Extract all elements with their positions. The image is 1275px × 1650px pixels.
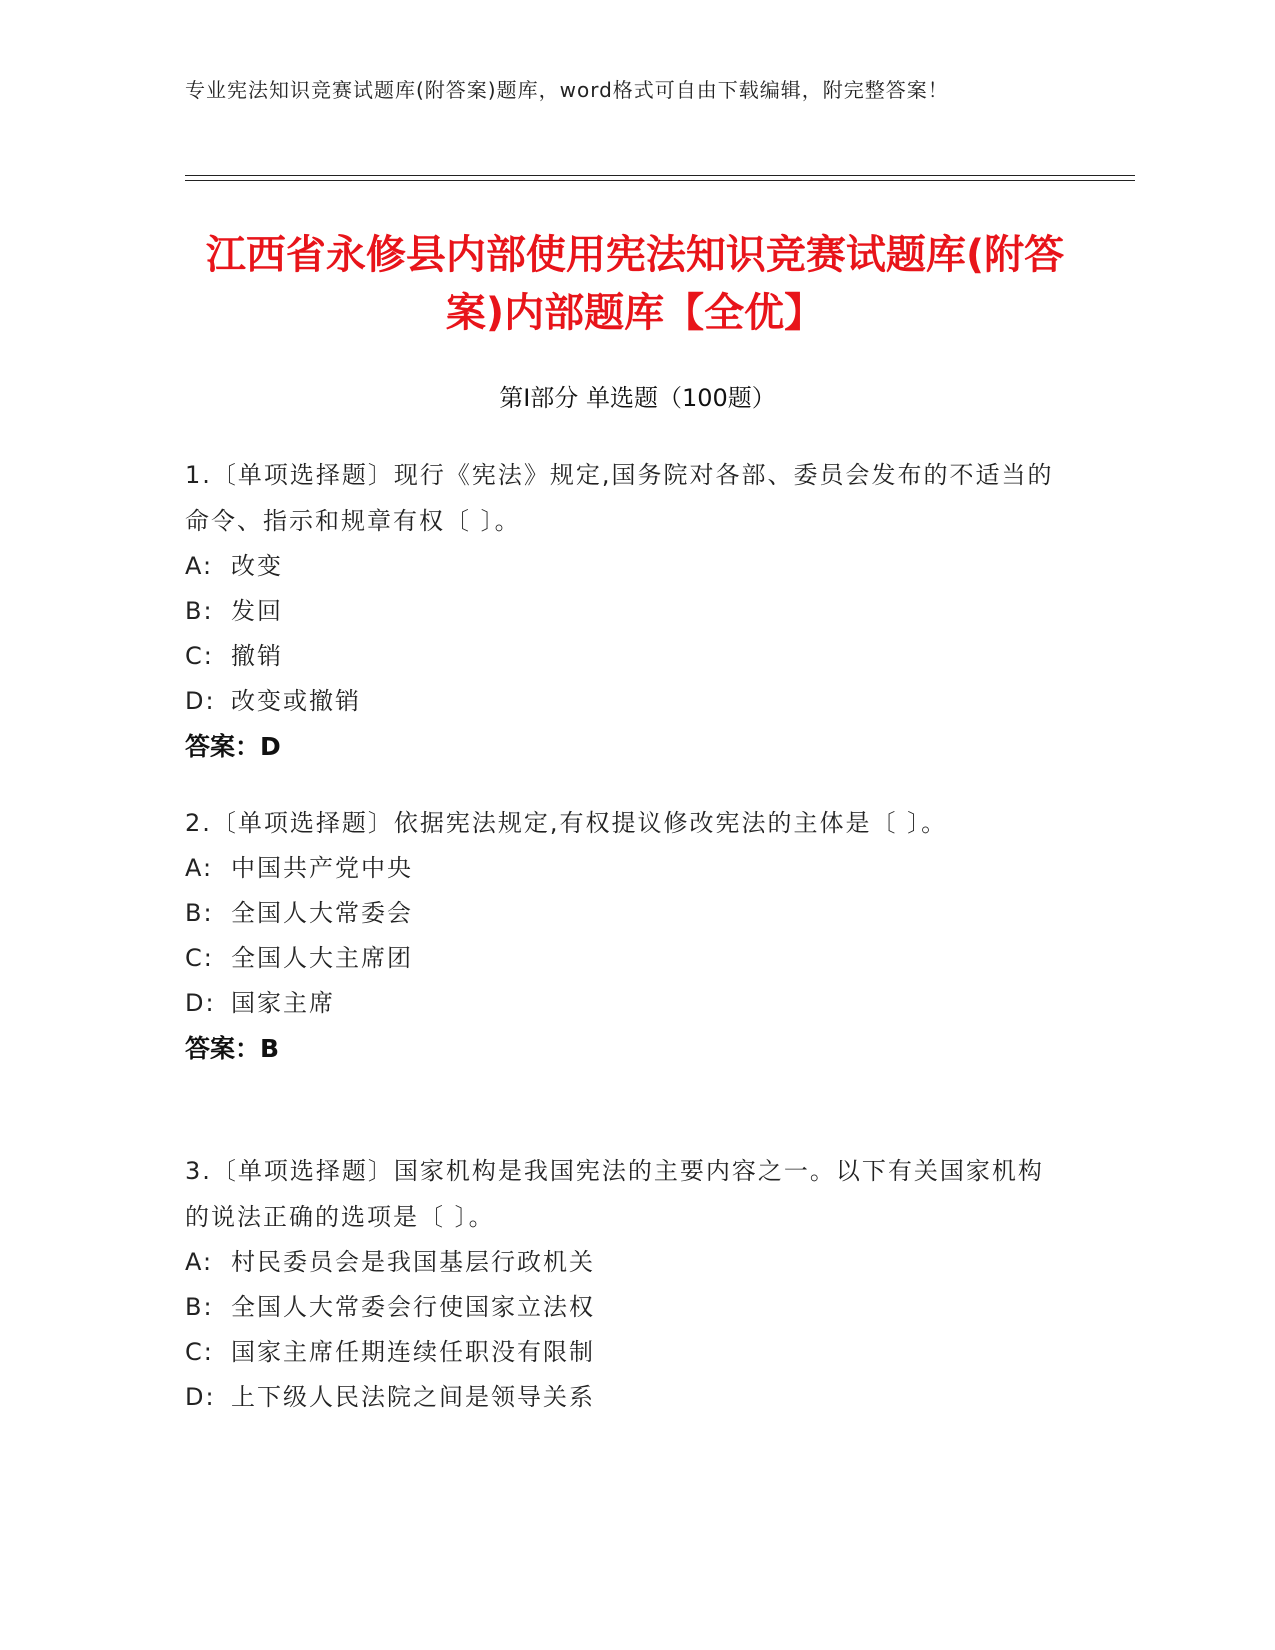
option-a: [185, 544, 1065, 589]
option-letter: A:: [185, 552, 214, 580]
option-text: 全国人大主席团: [231, 944, 413, 972]
option-letter: C:: [185, 944, 214, 972]
option-text: 村民委员会是我国基层行政机关: [231, 1248, 595, 1276]
header-rule-top: [185, 175, 1135, 176]
option-c: [185, 1330, 1065, 1375]
option-letter: B:: [185, 899, 214, 927]
question-stem: 2.〔单项选择题〕依据宪法规定,有权提议修改宪法的主体是〔 〕。: [185, 809, 948, 837]
answer: 答案：B: [185, 1034, 280, 1063]
option-a: [185, 1240, 1065, 1285]
option-letter: D:: [185, 989, 216, 1017]
option-letter: C:: [185, 1338, 214, 1366]
header-note: 专业宪法知识竞赛试题库(附答案)题库，word格式可自由下载编辑，附完整答案！: [185, 78, 949, 102]
option-letter: A:: [185, 854, 214, 882]
option-text: 国家主席任期连续任职没有限制: [231, 1338, 595, 1366]
option-c: [185, 634, 1065, 679]
option-d: [185, 1375, 1065, 1420]
question-stem: 3.〔单项选择题〕国家机构是我国宪法的主要内容之一。以下有关国家机构的说法正确的选项是〔 〕。: [185, 1157, 1044, 1231]
option-letter: D:: [185, 687, 216, 715]
question-2: [185, 800, 1065, 1072]
option-letter: A:: [185, 1248, 214, 1276]
option-text: 全国人大常委会行使国家立法权: [231, 1293, 595, 1321]
section-title: 第I部分 单选题（100题）: [499, 384, 776, 412]
option-text: 全国人大常委会: [231, 899, 413, 927]
option-text: 国家主席: [231, 989, 335, 1017]
header-rule-bottom: [185, 180, 1135, 181]
option-text: 撤销: [231, 642, 283, 670]
option-d: [185, 679, 1065, 724]
option-b: [185, 1285, 1065, 1330]
option-d: [185, 981, 1065, 1026]
question-1: [185, 452, 1065, 770]
option-b: [185, 589, 1065, 634]
question-stem: 1.〔单项选择题〕现行《宪法》规定,国务院对各部、委员会发布的不适当的命令、指示和规章有权〔 〕。: [185, 461, 1054, 535]
option-text: 中国共产党中央: [231, 854, 413, 882]
option-text: 发回: [231, 597, 283, 625]
document-title: 江西省永修县内部使用宪法知识竞赛试题库(附答案)内部题库【全优】: [205, 232, 1065, 336]
answer: 答案：D: [185, 732, 281, 761]
option-text: 改变: [231, 552, 283, 580]
option-a: [185, 846, 1065, 891]
option-text: 上下级人民法院之间是领导关系: [231, 1383, 595, 1411]
option-b: [185, 891, 1065, 936]
option-c: [185, 936, 1065, 981]
option-letter: B:: [185, 1293, 214, 1321]
option-text: 改变或撤销: [231, 687, 361, 715]
option-letter: D:: [185, 1383, 216, 1411]
question-3: [185, 1148, 1065, 1420]
option-letter: B:: [185, 597, 214, 625]
option-letter: C:: [185, 642, 214, 670]
